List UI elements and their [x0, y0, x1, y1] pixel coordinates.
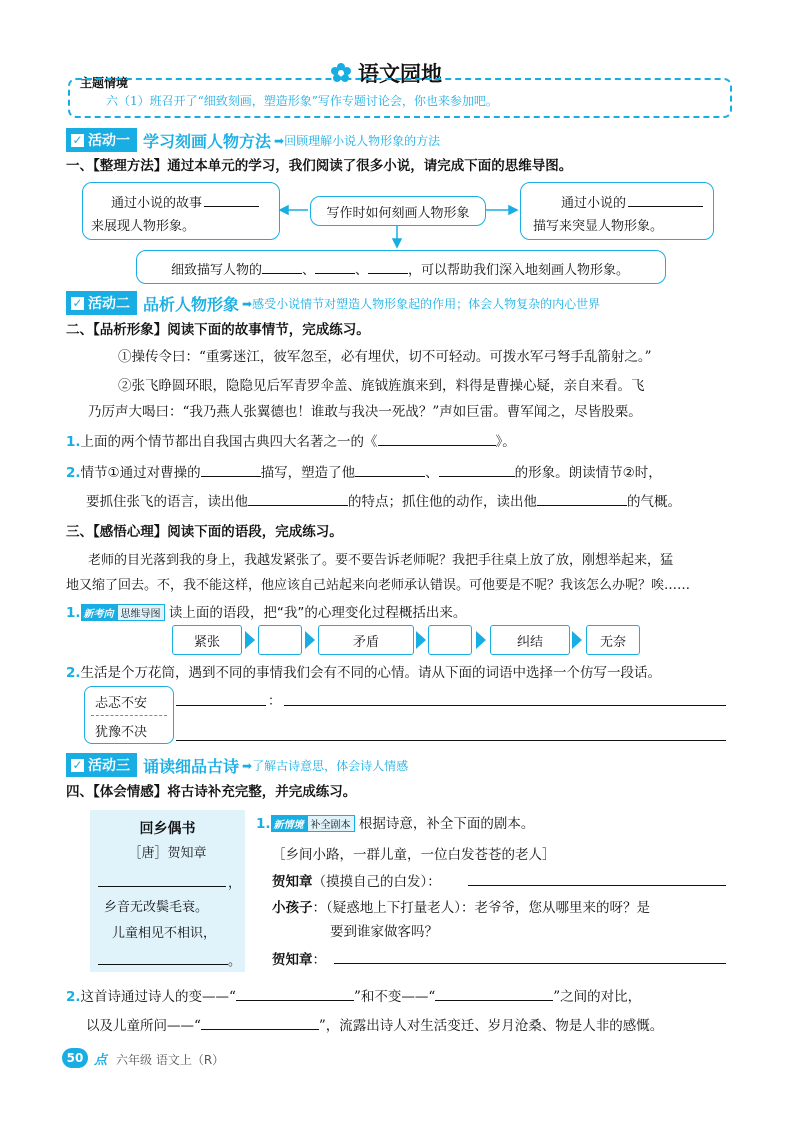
- flow-arrow: [416, 631, 426, 649]
- answer-line[interactable]: [176, 705, 266, 706]
- check-icon: ✓: [72, 757, 83, 772]
- answer-line[interactable]: [176, 740, 726, 741]
- mindmap-left-box: 通过小说的故事 来展现人物形象。: [82, 182, 280, 240]
- item-2-1: 1.上面的两个情节都出自我国古典四大名著之一的《 》。: [66, 430, 516, 450]
- word-box: 忐忑不安 犹豫不决: [84, 686, 174, 744]
- page-number: 50: [62, 1048, 88, 1068]
- header-title: 语文园地: [330, 58, 480, 88]
- flow-box-2: 矛盾: [318, 625, 414, 655]
- mindmap-arrows: [0, 0, 800, 300]
- flow-box-3: 纠结: [490, 625, 570, 655]
- scene-line: ［乡间小路，一群儿童，一位白发苍苍的老人］: [272, 847, 556, 863]
- activity-1-title: 学习刻画人物方法: [143, 131, 272, 151]
- line-he1: 贺知章（摸摸自己的白发）：: [272, 874, 441, 890]
- flow-box-empty[interactable]: [428, 625, 472, 655]
- book-info: 六年级 语文上（R）: [116, 1053, 225, 1067]
- item-2-2-cont: 要抓住张飞的语言，读出他 的特点；抓住他的动作，读出他 的气概。: [86, 490, 681, 510]
- check-icon: ✓: [72, 132, 83, 147]
- theme-label: 主题情境: [76, 74, 132, 91]
- flow-arrow: [572, 631, 582, 649]
- flow-box-4: 无奈: [586, 625, 640, 655]
- question-1: 一、【整理方法】通过本单元的学习，我们阅读了很多小说，请完成下面的思维导图。: [66, 158, 573, 174]
- activity-2-bar: ✓ 活动二 品析人物形象 ➡感受小说情节对塑造人物形象起的作用；体会人物复杂的内心世界: [66, 290, 600, 316]
- item-4-2-cont: 以及儿童所问——“ ”，流露出诗人对生活变迁、岁月沧桑、物是人非的感慨。: [86, 1014, 663, 1034]
- mindmap-right-box: 通过小说的 描写来突显人物形象。: [520, 182, 714, 240]
- item-4-2: 2.这首诗通过诗人的变——“ ”和不变——“ ”之间的对比，: [66, 985, 641, 1005]
- activity-1-subtitle: ➡回顾理解小说人物形象的方法: [274, 133, 441, 148]
- flow-arrow: [245, 631, 255, 649]
- plot-2a: ②张飞睁圆环眼，隐隐见后军青罗伞盖、旄钺旌旗来到，料得是曹操心疑，亲自来看。飞: [118, 378, 645, 394]
- item-3-2: 2.生活是个万花筒，遇到不同的事情我们会有不同的心情。请从下面的词语中选择一个仿写一段话。: [66, 665, 662, 681]
- theme-text: 六（1）班召开了“细致刻画，塑造形象”写作专题讨论会，你也来参加吧。: [106, 94, 498, 108]
- item-4-1: 1. 新情境 补全剧本 根据诗意，补全下面的剧本。: [256, 816, 535, 832]
- brand-logo: 点: [94, 1053, 108, 1068]
- flow-arrow: [476, 631, 486, 649]
- flow-box-empty[interactable]: [258, 625, 302, 655]
- answer-line[interactable]: [284, 705, 726, 706]
- line-kid-2: 要到谁家做客吗？: [330, 924, 438, 940]
- flow-arrow: [305, 631, 315, 649]
- plot-2b: 乃厉声大喝曰：“我乃燕人张翼德也！谁敢与我决一死战？”声如巨雷。曹军闻之，尽皆股栗。: [88, 404, 642, 420]
- flow-box-1: 紧张: [172, 625, 242, 655]
- question-2: 二、【品析形象】阅读下面的故事情节，完成练习。: [66, 322, 370, 338]
- line-kid: 小孩子：（疑惑地上下打量老人）：老爷爷，您从哪里来的呀？是: [272, 900, 650, 916]
- activity-1-tag: 活动一: [88, 133, 130, 149]
- question-3: 三、【感悟心理】阅读下面的语段，完成练习。: [66, 524, 343, 540]
- mindmap-bottom-box: 细致描写人物的 、 、 ，可以帮助我们深入地刻画人物形象。: [136, 250, 666, 284]
- item-2-2: 2.情节①通过对曹操的 描写，塑造了他 、 的形象。朗读情节②时，: [66, 461, 662, 481]
- line-he2: 贺知章：: [272, 952, 326, 968]
- question-4: 四、【体会情感】将古诗补充完整，并完成练习。: [66, 784, 357, 800]
- plot-1: ①操传令曰：“重雾迷江，彼军忽至，必有埋伏，切不可轻动。可拨水军弓弩手乱箭射之。”: [118, 349, 652, 365]
- activity-3-bar: ✓ 活动三 诵读细品古诗 ➡了解古诗意思，体会诗人情感: [66, 752, 408, 778]
- item-3-1: 1. 新考向 思维导图 读上面的语段，把“我”的心理变化过程概括出来。: [66, 605, 467, 621]
- check-icon: ✓: [72, 295, 83, 310]
- passage-a: 老师的目光落到我的身上，我越发紧张了。要不要告诉老师呢？我把手往桌上放了放，刚想举起来，猛: [88, 553, 674, 568]
- passage-b: 地又缩了回去。不，我不能这样，他应该自己站起来向老师承认错误。可他要是不呢？我该怎么办呢？唉……: [66, 578, 691, 593]
- poem-card: 回乡偶书 ［唐］贺知章 ， 乡音无改鬓毛衰。 儿童相见不相识， 。: [90, 810, 245, 972]
- mindmap-center-box: 写作时如何刻画人物形象: [310, 196, 486, 226]
